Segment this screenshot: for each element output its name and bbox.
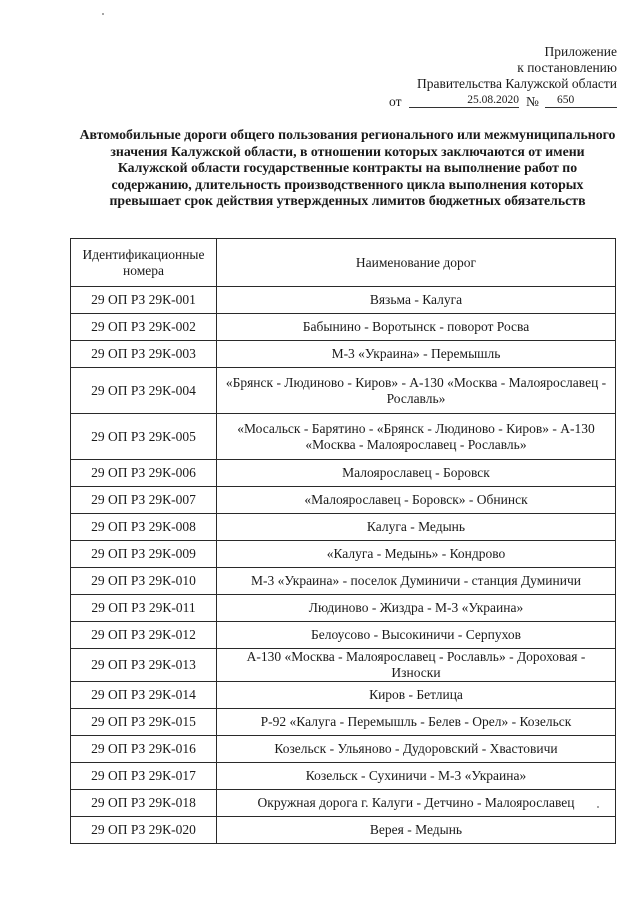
road-id-cell: 29 ОП РЗ 29К-001: [71, 287, 217, 314]
table-row: [71, 487, 616, 514]
table-row: [71, 341, 616, 368]
road-name-cell: М-3 «Украина» - поселок Думиничи - станция Думиничи: [217, 568, 616, 595]
title-line: Автомобильные дороги общего пользования регионального или межмуниципального: [79, 127, 616, 142]
appendix-header: [357, 44, 617, 92]
title-line: содержанию, длительность производственного цикла выполнения которых: [111, 176, 584, 192]
date-value: 25.08.2020: [467, 94, 519, 106]
road-name-cell: «Калуга - Медынь» - Кондрово: [217, 541, 616, 568]
table-row: [71, 568, 616, 595]
road-name-cell: «Малоярославец - Боровск» - Обнинск: [217, 487, 616, 514]
road-id-cell: 29 ОП РЗ 29К-014: [71, 682, 217, 709]
road-name-cell: Верея - Медынь: [217, 817, 616, 844]
road-name-cell: Р-92 «Калуга - Перемышль - Белев - Орел» - Козельск: [217, 709, 616, 736]
road-name-cell: Козельск - Ульяново - Дудоровский - Хвастовичи: [217, 736, 616, 763]
table-row: [71, 595, 616, 622]
road-id-cell: 29 ОП РЗ 29К-017: [71, 763, 217, 790]
road-name-cell: Бабынино - Воротынск - поворот Росва: [217, 314, 616, 341]
header-id: Идентификационные номера: [71, 239, 217, 287]
road-id-cell: 29 ОП РЗ 29К-011: [71, 595, 217, 622]
date-label: от: [389, 94, 402, 109]
title-line: превышает срок действия утвержденных лимитов бюджетных обязательств: [109, 193, 586, 208]
title-line: Калужской области государственные контракты на выполнение работ по: [117, 160, 578, 175]
road-id-cell: 29 ОП РЗ 29К-007: [71, 487, 217, 514]
appendix-line: Приложение: [544, 44, 617, 59]
road-id-cell: 29 ОП РЗ 29К-010: [71, 568, 217, 595]
table-row: [71, 817, 616, 844]
road-id-cell: 29 ОП РЗ 29К-020: [71, 817, 217, 844]
road-id-cell: 29 ОП РЗ 29К-005: [71, 414, 217, 460]
roads-table: [70, 238, 616, 844]
table-row: [71, 287, 616, 314]
table-row: [71, 414, 616, 460]
road-id-cell: 29 ОП РЗ 29К-009: [71, 541, 217, 568]
table-row: [71, 460, 616, 487]
header-name: Наименование дорог: [217, 239, 616, 287]
road-id-cell: 29 ОП РЗ 29К-006: [71, 460, 217, 487]
road-id-cell: 29 ОП РЗ 29К-015: [71, 709, 217, 736]
road-name-cell: Калуга - Медынь: [217, 514, 616, 541]
table-row: [71, 622, 616, 649]
road-name-cell: «Мосальск - Барятино - «Брянск - Людиново - Киров» - А-130 «Москва - Малоярославец - Рославль»: [217, 414, 616, 460]
appendix-line: Правительства Калужской области: [416, 76, 617, 91]
scan-speck: [597, 806, 599, 808]
road-id-cell: 29 ОП РЗ 29К-016: [71, 736, 217, 763]
road-name-cell: Киров - Бетлица: [217, 682, 616, 709]
document-title: [70, 127, 625, 210]
table-row: [71, 649, 616, 682]
table-row: [71, 790, 616, 817]
road-id-cell: 29 ОП РЗ 29К-013: [71, 649, 217, 682]
table-row: [71, 736, 616, 763]
road-name-cell: Козельск - Сухиничи - М-3 «Украина»: [217, 763, 616, 790]
resolution-date-number: [389, 92, 617, 110]
road-id-cell: 29 ОП РЗ 29К-004: [71, 368, 217, 414]
table-header-row: [71, 239, 616, 287]
road-name-cell: Белоусово - Высокиничи - Серпухов: [217, 622, 616, 649]
table-row: [71, 763, 616, 790]
number-value: 650: [557, 94, 575, 106]
title-line: значения Калужской области, в отношении которых заключаются от имени: [110, 143, 585, 159]
table-row: [71, 709, 616, 736]
road-name-cell: Людиново - Жиздра - М-3 «Украина»: [217, 595, 616, 622]
road-name-cell: Малоярославец - Боровск: [217, 460, 616, 487]
road-id-cell: 29 ОП РЗ 29К-003: [71, 341, 217, 368]
table-row: [71, 368, 616, 414]
table-row: [71, 314, 616, 341]
road-id-cell: 29 ОП РЗ 29К-012: [71, 622, 217, 649]
road-name-cell: Окружная дорога г. Калуги - Детчино - Малоярославец: [217, 790, 616, 817]
road-name-cell: М-3 «Украина» - Перемышль: [217, 341, 616, 368]
table-row: [71, 541, 616, 568]
appendix-line: к постановлению: [517, 60, 617, 75]
number-label: №: [526, 94, 539, 109]
road-id-cell: 29 ОП РЗ 29К-002: [71, 314, 217, 341]
date-field: [409, 93, 519, 108]
table-row: [71, 514, 616, 541]
table-row: [71, 682, 616, 709]
scan-speck: [102, 13, 104, 15]
road-name-cell: А-130 «Москва - Малоярославец - Рославль» - Дороховая - Износки: [217, 649, 616, 682]
road-id-cell: 29 ОП РЗ 29К-018: [71, 790, 217, 817]
road-name-cell: Вязьма - Калуга: [217, 287, 616, 314]
road-id-cell: 29 ОП РЗ 29К-008: [71, 514, 217, 541]
road-name-cell: «Брянск - Людиново - Киров» - А-130 «Москва - Малоярославец - Рославль»: [217, 368, 616, 414]
number-field: [545, 93, 617, 108]
